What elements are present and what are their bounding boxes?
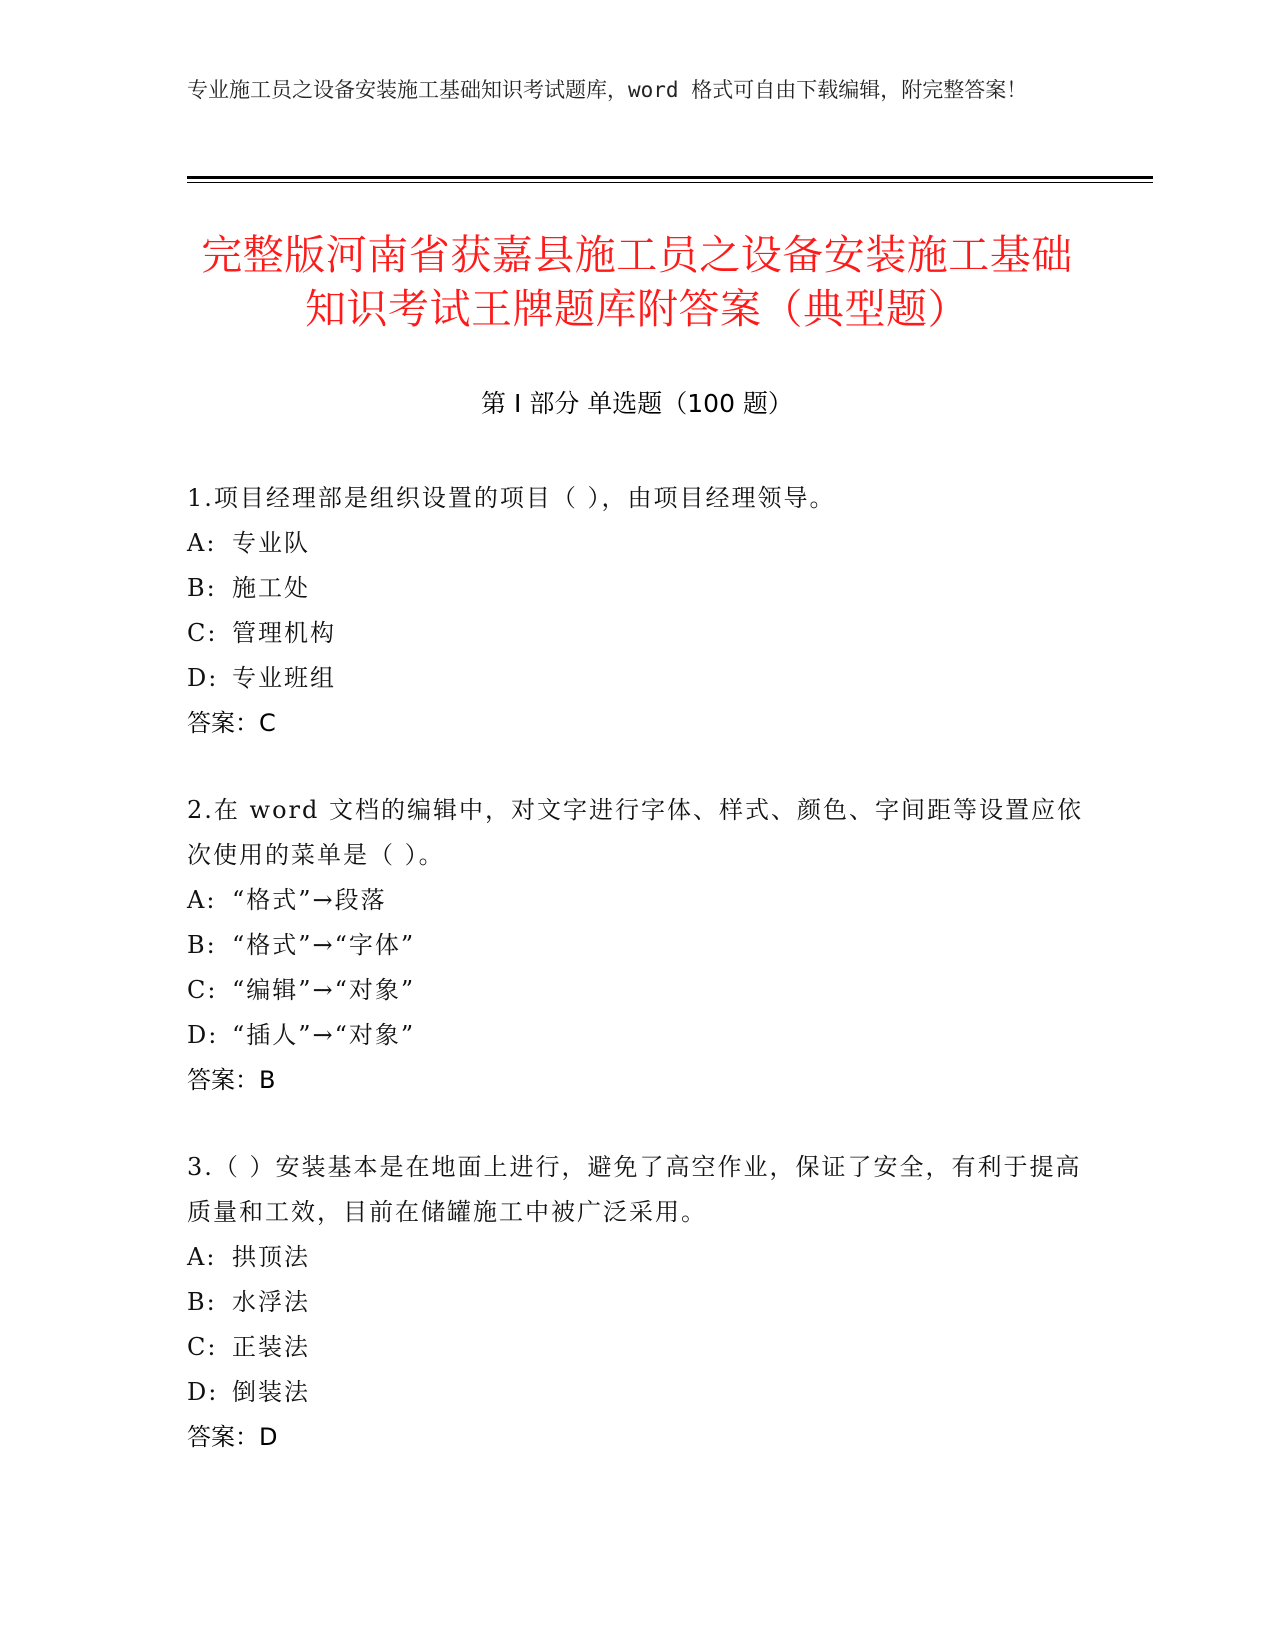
- option-d: [187, 1370, 1087, 1415]
- option-c: [187, 611, 1087, 656]
- question-stem: 2.在 word 文档的编辑中，对文字进行字体、样式、颜色、字间距等设置应依次使用的菜单是（ ）。: [187, 796, 1083, 869]
- option-text: “编辑”→“对象”: [232, 976, 416, 1004]
- option-letter: B:: [187, 574, 217, 602]
- option-a: [187, 878, 1087, 923]
- question-list: [187, 476, 1087, 1502]
- answer-value: D: [259, 1423, 278, 1451]
- option-a: [187, 521, 1087, 566]
- option-text: 施工处: [232, 574, 310, 602]
- header-rule-thick: [187, 176, 1153, 179]
- header-note: 专业施工员之设备安装施工基础知识考试题库，word 格式可自由下载编辑，附完整答案！: [187, 78, 1028, 102]
- option-letter: C:: [187, 976, 218, 1004]
- answer-label: 答案：: [187, 1423, 259, 1451]
- option-c: [187, 968, 1087, 1013]
- option-letter: C:: [187, 619, 218, 647]
- document-title: 完整版河南省获嘉县施工员之设备安装施工基础知识考试王牌题库附答案（典型题）: [201, 231, 1073, 333]
- option-text: “插人”→“对象”: [232, 1021, 416, 1049]
- question-1: [187, 476, 1087, 746]
- option-letter: A:: [187, 1243, 217, 1271]
- option-letter: D:: [187, 1021, 219, 1049]
- option-letter: C:: [187, 1333, 218, 1361]
- option-b: [187, 923, 1087, 968]
- question-3: [187, 1145, 1087, 1460]
- option-text: 专业队: [232, 529, 310, 557]
- question-2: [187, 788, 1087, 1103]
- option-text: 水浮法: [232, 1288, 310, 1316]
- option-text: “格式”→“字体”: [232, 931, 416, 959]
- answer-label: 答案：: [187, 709, 259, 737]
- option-letter: B:: [187, 1288, 217, 1316]
- option-letter: A:: [187, 529, 217, 557]
- option-b: [187, 1280, 1087, 1325]
- option-d: [187, 1013, 1087, 1058]
- option-text: “格式”→段落: [232, 886, 387, 914]
- option-letter: A:: [187, 886, 217, 914]
- option-letter: D:: [187, 1378, 219, 1406]
- option-a: [187, 1235, 1087, 1280]
- option-text: 专业班组: [232, 664, 336, 692]
- question-stem: 3.（ ）安装基本是在地面上进行，避免了高空作业，保证了安全，有利于提高质量和工效，目前在储罐施工中被广泛采用。: [187, 1153, 1082, 1226]
- option-b: [187, 566, 1087, 611]
- option-c: [187, 1325, 1087, 1370]
- header-rule-thin: [187, 182, 1153, 183]
- option-text: 正装法: [232, 1333, 310, 1361]
- option-letter: B:: [187, 931, 217, 959]
- section-heading: 第 I 部分 单选题（100 题）: [481, 389, 793, 418]
- option-d: [187, 656, 1087, 701]
- answer-label: 答案：: [187, 1066, 259, 1094]
- option-text: 倒装法: [232, 1378, 310, 1406]
- answer-line: [187, 1415, 1087, 1460]
- question-stem: 1.项目经理部是组织设置的项目（ ），由项目经理领导。: [187, 484, 836, 512]
- option-letter: D:: [187, 664, 219, 692]
- answer-value: C: [259, 709, 276, 737]
- option-text: 管理机构: [232, 619, 336, 647]
- option-text: 拱顶法: [232, 1243, 310, 1271]
- answer-line: [187, 1058, 1087, 1103]
- answer-value: B: [259, 1066, 276, 1094]
- answer-line: [187, 701, 1087, 746]
